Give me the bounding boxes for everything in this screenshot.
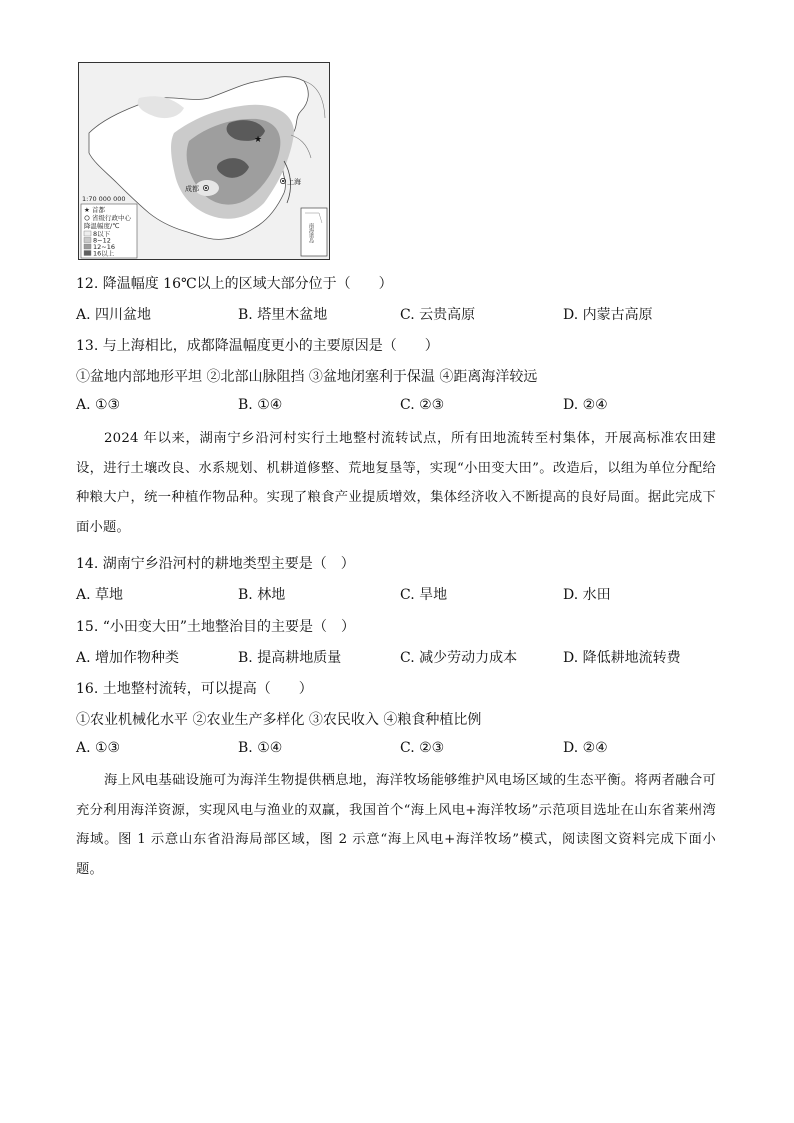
- q15-option-c[interactable]: C. 减少劳动力成本: [400, 650, 518, 666]
- q14-option-b[interactable]: B. 林地: [238, 587, 286, 603]
- q15-option-a[interactable]: A. 增加作物种类: [76, 650, 180, 666]
- question-15-stem: 15. “小田变大田”土地整治目的主要是（ ）: [76, 619, 356, 635]
- q13-option-a[interactable]: A. ①③: [76, 397, 121, 413]
- temperature-drop-map: [78, 62, 330, 260]
- q13-option-b[interactable]: B. ①④: [238, 397, 283, 413]
- legend-class-1: 8以下: [93, 230, 111, 238]
- question-13-statements: ①盆地内部地形平坦 ②北部山脉阻挡 ③盆地闭塞利于保温 ④距离海洋较远: [76, 369, 538, 385]
- map-scale: 1:70 000 000: [82, 195, 126, 203]
- question-16-statements: ①农业机械化水平 ②农业生产多样化 ③农民收入 ④粮食种植比例: [76, 712, 482, 728]
- south-china-sea-inset: [301, 208, 327, 256]
- q16-option-c[interactable]: C. ②③: [400, 740, 445, 756]
- q14-option-d[interactable]: D. 水田: [563, 587, 611, 603]
- q13-option-d[interactable]: D. ②④: [563, 397, 608, 413]
- legend-provincial: 省级行政中心: [92, 214, 131, 222]
- q15-option-d[interactable]: D. 降低耕地流转费: [563, 650, 681, 666]
- q14-option-a[interactable]: A. 草地: [76, 587, 124, 603]
- q12-option-a[interactable]: A. 四川盆地: [76, 307, 152, 323]
- inset-label: 南海诸岛: [308, 223, 314, 243]
- passage-land-transfer: 2024 年以来，湖南宁乡沿河村实行土地整村流转试点，所有田地流转至村集体，开展高标准农田建设，进行土壤改良、水系规划、机耕道修整、荒地复垦等，实现“小田变大田”。改造后，以组为单位分配给种粮大户，统一种植作物品种。实现了粮食产业提质增效，集体经济收入不断提高的良好局面。据此完成下面小题。: [76, 431, 716, 535]
- legend-class-4: 16以上: [93, 249, 115, 258]
- q13-option-c[interactable]: C. ②③: [400, 397, 445, 413]
- shanghai-label: 上海: [287, 178, 301, 186]
- chengdu-label: 成都: [185, 185, 199, 193]
- question-12-stem: 12. 降温幅度 16℃以上的区域大部分位于（ ）: [76, 276, 393, 292]
- q16-option-a[interactable]: A. ①③: [76, 740, 121, 756]
- legend-capital: 首都: [92, 206, 105, 214]
- passage-offshore-wind: 海上风电基础设施可为海洋生物提供栖息地，海洋牧场能够维护风电场区域的生态平衡。将两者融合可充分利用海洋资源，实现风电与渔业的双赢，我国首个“海上风电+海洋牧场”示范项目选址在山东省莱州湾海域。图 1 示意山东省沿海局部区域，图 2 示意“海上风电+海洋牧场”模式，阅读图文资料完成下面小题。: [76, 773, 716, 877]
- legend-class-3: 12~16: [93, 243, 115, 251]
- svg-text:★: ★: [84, 206, 90, 214]
- q14-option-c[interactable]: C. 旱地: [400, 587, 448, 603]
- q16-option-b[interactable]: B. ①④: [238, 740, 283, 756]
- legend-class-2: 8~12: [93, 236, 111, 245]
- q12-option-d[interactable]: D. 内蒙古高原: [563, 307, 653, 323]
- capital-star-icon: ★: [254, 135, 263, 145]
- question-14-stem: 14. 湖南宁乡沿河村的耕地类型主要是（ ）: [76, 556, 355, 572]
- legend-title: 降温幅度/℃: [84, 222, 120, 230]
- q12-option-c[interactable]: C. 云贵高原: [400, 307, 476, 323]
- q12-option-b[interactable]: B. 塔里木盆地: [238, 307, 328, 323]
- q15-option-b[interactable]: B. 提高耕地质量: [238, 650, 342, 666]
- question-16-stem: 16. 土地整村流转，可以提高（ ）: [76, 681, 313, 697]
- q16-option-d[interactable]: D. ②④: [563, 740, 608, 756]
- china-map-svg: [79, 63, 329, 259]
- question-13-stem: 13. 与上海相比，成都降温幅度更小的主要原因是（ ）: [76, 338, 439, 354]
